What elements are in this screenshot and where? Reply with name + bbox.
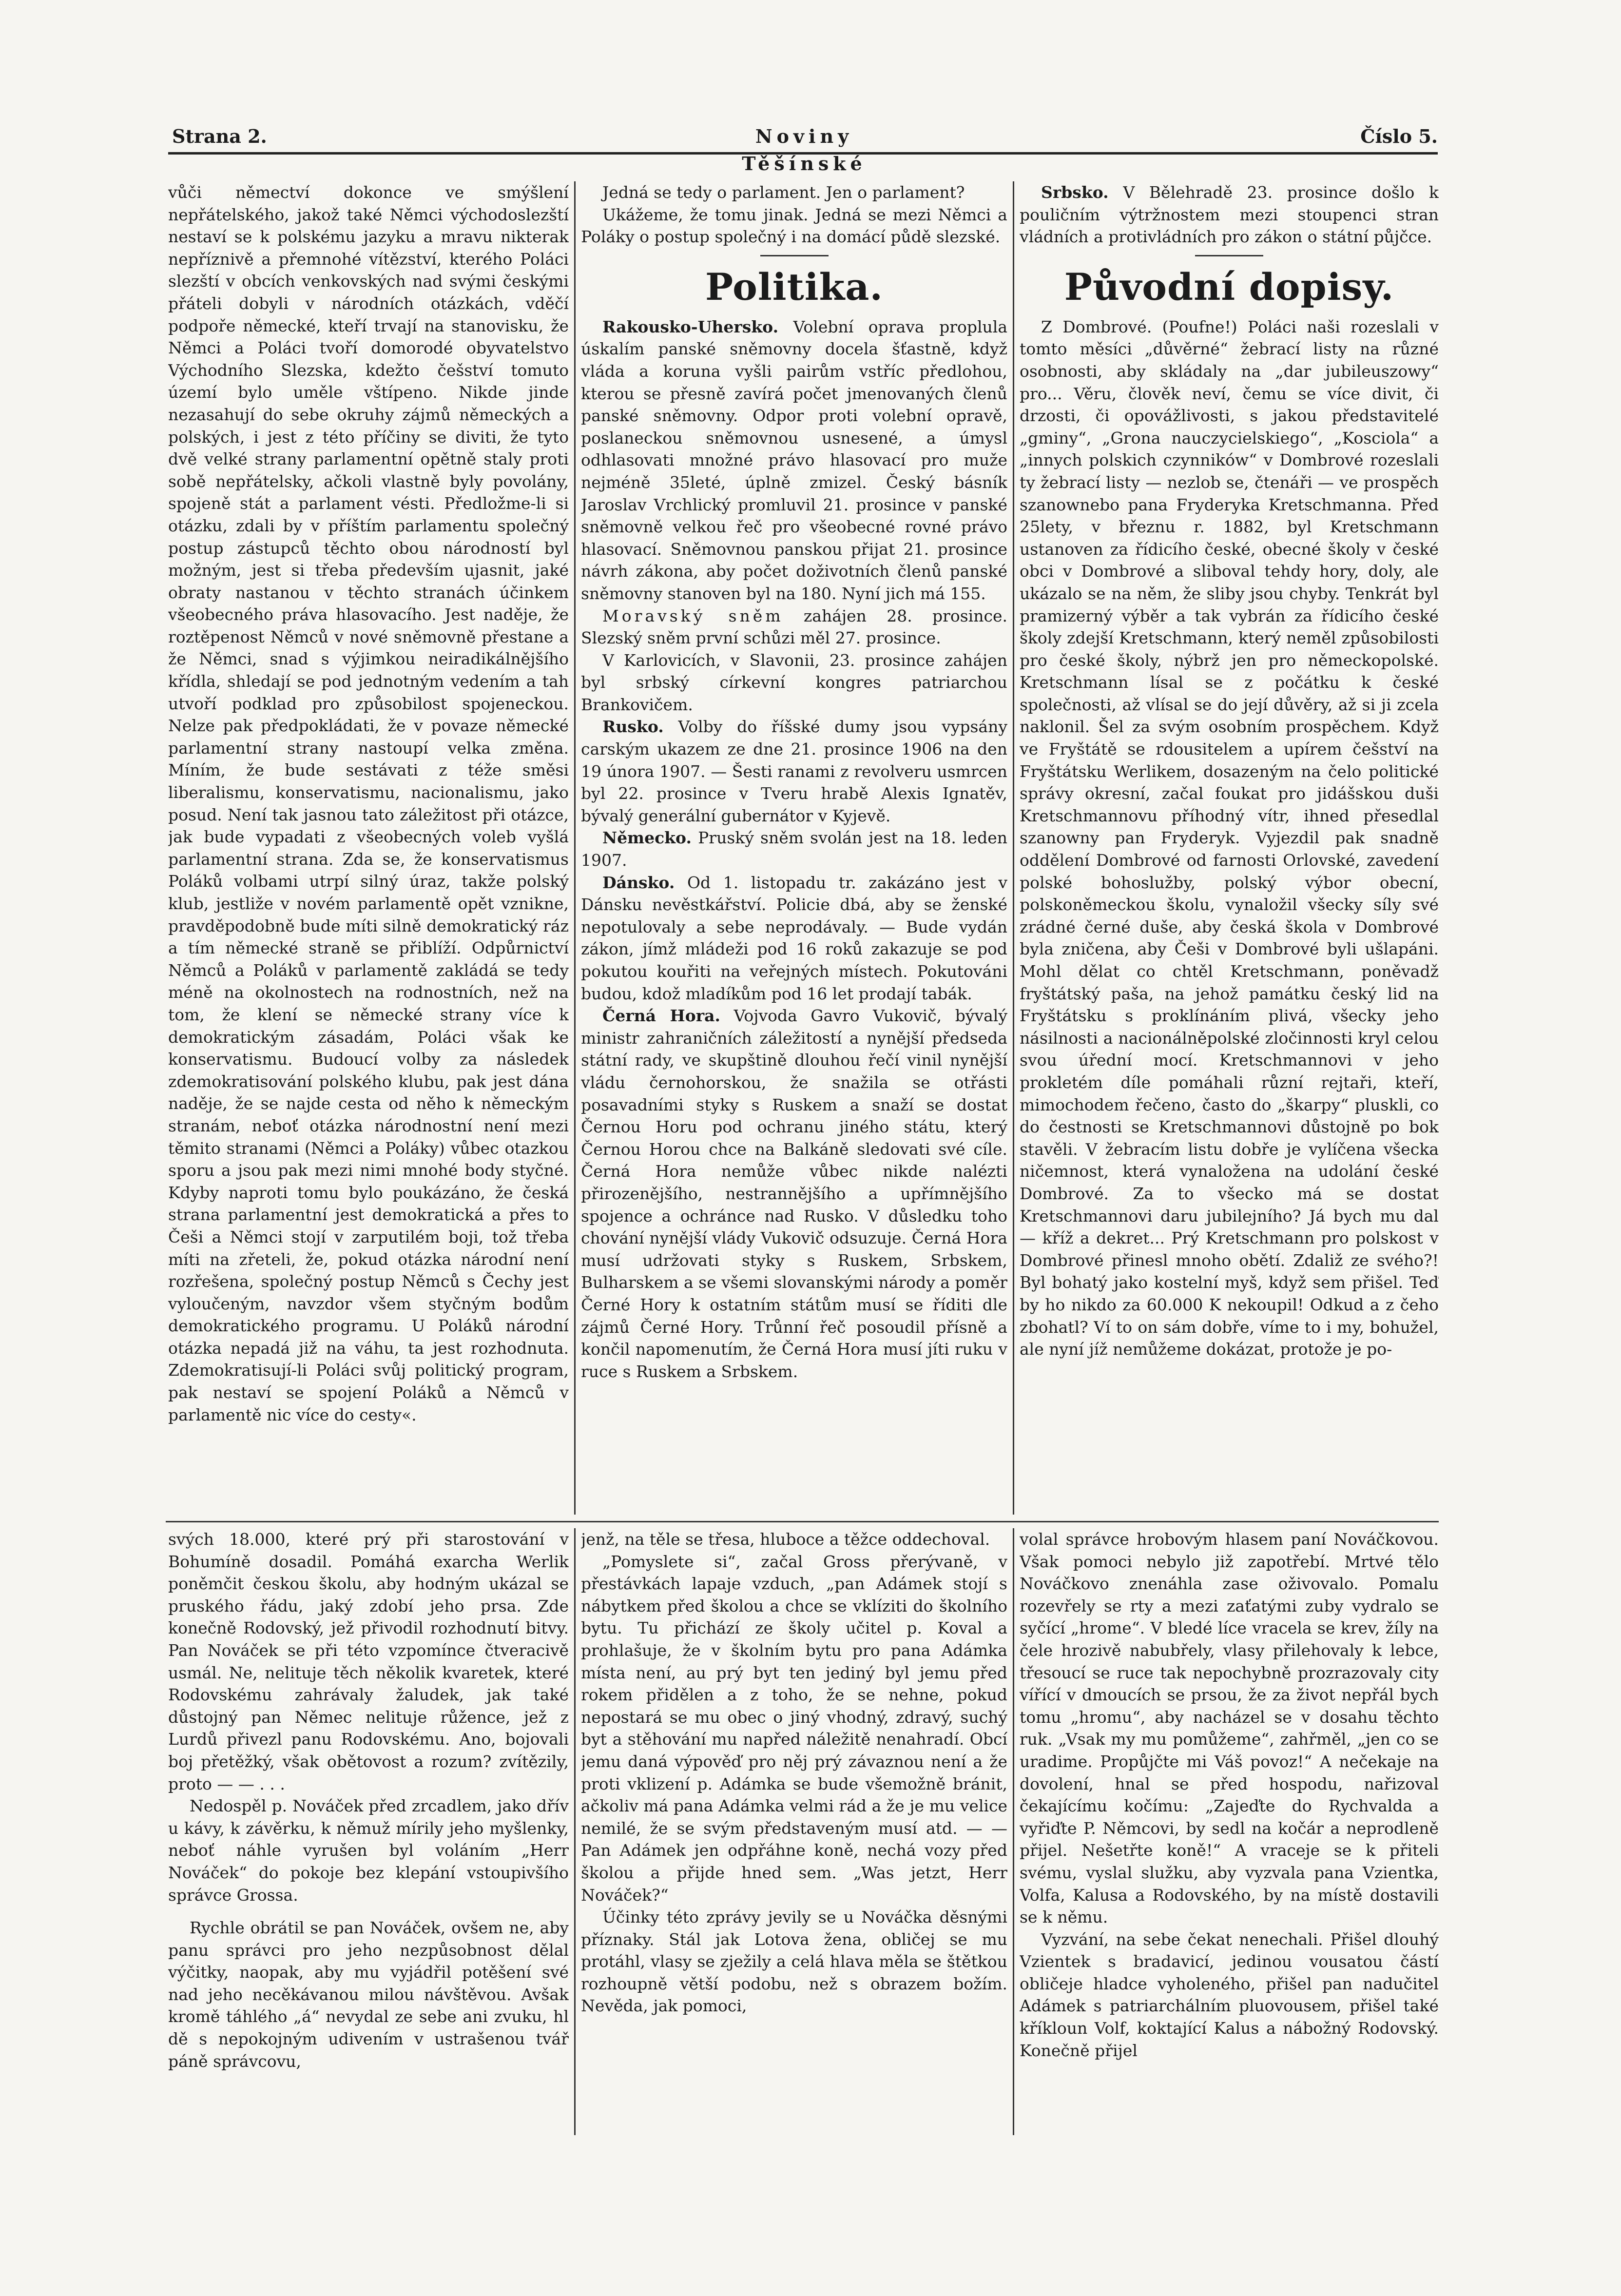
news-lead: Srbsko. — [1041, 183, 1109, 202]
column-rule — [1013, 181, 1014, 1515]
news-text: V Bělehradě 23. prosince došlo k pouličním výtržnostem mezi stoupenci stran vládních a protivládních pro zákon o státní půjčce. — [1020, 183, 1439, 247]
feuilleton-paragraph: „Pomyslete si“, začal Gross přerývaně, v přestávkách lapaje vzduch, „pan Adámek stojí s nábytkem před školou a chce se vklíziti do školního bytu. Tu přichází ze školy učitel p. Koval a prohlašuje, že v školním bytu pro pana Adámka místa není, au prý byt ten jediný byl jemu před rokem přidělen a z toho, že se nehne, pokud nepostará se mu obec o jiný vhodný, zdravý, suchý byt a stěhování mu napřed náležitě nenahradí. Obcí jemu daná výpověď pro něj prý závaznou není a že proti vklizení p. Adámka se bude všemožně bránit, ačkoliv má pana Adámka velmi rád a že je mu velice nemilé, že se svým představeným musí atd. — — Pan Adámek jen odpřáhne koně, nechá vozy před školou a přijde hned sem. „Was jetzt, Herr Nováček?“ — [581, 1552, 1007, 1905]
news-text: Volby do říšské dumy jsou vypsány carským ukazem ze dne 21. prosince 1906 na den 19 února 1907. — Šesti ranami z revolveru usmrcen byl 22. prosince v Tveru hrabě Alexis Ignatěv, bývalý generální gubernátor v Kyjevě. — [581, 717, 1007, 825]
news-text: Volební oprava proplula úskalím panské sněmovny docela šťastně, když vláda a koruna vyšli pairům vstříc předlohou, kterou se přesně zavírá počet jmenovaných členů panské sněmovny. Odpor proti volební opravě, poslaneckou sněmovnou usnesené, a úmysl odhlasovati množné právo hlasovací pro muže nejméně 35leté, úplně zmizel. Český básník Jaroslav Vrchlický promluvil 21. prosince v panské sněmovně velkou řeč pro všeobecné rovné právo hlasovací. Sněmovnou panskou přijat 21. prosince návrh zákona, aby počet doživotních členů panské sněmovny stanoven byl na 180. Nyní jich má 155. — [581, 317, 1007, 603]
news-lead: Dánsko. — [602, 873, 675, 892]
feuilleton-paragraph: Vyzvání, na sebe čekat nenechali. Přišel dlouhý Vzientek s bradavicí, jedinou vousatou částí obličeje hladce vyholeného, přišel pan nadučitel Adámek s patriarchálním pluovousem, přišel také kříklоun Volf, koktající Kalus a nábožný Rodovský. Konečně přijel — [1020, 1929, 1439, 2060]
news-item — [581, 316, 1007, 605]
feuilleton-paragraph: Účinky této zprávy jevily se u Nováčka děsnými příznaky. Stál jak Lotova žena, obličej se mu protáhl, vlasy se zježily a celá hlava měla se štětkou rozhoupně větší podobu, než s obrazem božím. Nevěda, jak pomoci, — [581, 1907, 1007, 2016]
article-paragraph: vůči němectví dokonce ve smýšlení nepřátelského, jakož také Němci východoslezští nestaví se k polskému jazyku a mravu nikterak nepříznivě a přemnohé vítězství, kterého Poláci slezští v obcích venkovských nad svými českými přáteli dobyli v národních otázkách, vděčí podpoře německé, kteří trvají na stanovisku, že Němci a Poláci tvoří domorodé obyvatelstvo Východního Slezska, kdežto češství tomuto území bylo uměle vštípeno. Nikde jinde nezasahují do sebe okruhy zájmů německých a polských, i jest z této příčiny se diviti, že tyto dvě velké strany parlamentní opětně staly proti sobě nepřátelsky, ačkoli vlastně byly povolány, spojeně stát a parlament vésti. Předložme-li si otázku, zdali by v příštím parlamentu společný postup zástupců těchto obou národností byl možným, jest si třeba především ujasnit, jaké obraty nastanou v těchto stranách účinkem všeobecného práva hlasovacího. Jest naděje, že roztěpenost Němců v nové sněmovně přestane a že Němci, snad s výjimkou neiradikálnějšího křídla, shledají se pod jednotným vedením a tah utvoří podklad pro způsobilost spojeneckou. Nelze pak předpokládati, že v povaze německé parlamentní strany nastoupí velka změna. Míním, že bude sestávati z téže směsi liberalismu, konservatismu, nacionalismu, jako posud. Není tak jasnou tato záležitost při otázce, jak bude vypadati z všeobecných voleb vyšlá parlamentní strana. Zda se, že konservatismus Poláků volbami utrpí silný úraz, takže polský klub, jestliže v novém parlamentě opět vznikne, pravděpodobně bude míti silně demokratický ráz a tím německé straně se přiblíží. Odpůrnictví Němců a Poláků v parlamentě zakládá se tedy méně na okolnostech na rodnostních, než na tom, že klení se německé strany více k demokratickým zásadám, Poláci však ke konservatismu. Budoucí volby za následek zdemokratisování polského klubu, pak jest dána naděje, že se najde cesta od něho k německým stranám, neboť otázka národnostní není mezi těmito stranami (Němci a Poláky) vůbec otazkou sporu a jsou pak mezi nimi mnohé body styčné. Kdyby naproti tomu bylo poukázáno, že česká strana parlamentní jest demokratická a přes to Češi a Němci stojí v zarputilém boji, tož třeba míti na zřeteli, že, pokud otázka národní není rozřešena, společný postup Němců s Čechy jest vyloučeným, navzdor všem styčným bodům demokratického programu. U Poláků národní otázka nepadá již na váhu, ta jest rozhodnuta. Zdemokratisují-li Poláci svůj politický program, pak nestaví se spojení Poláků a Němců v parlamentě nic více do cesty«. — [168, 183, 569, 1424]
news-item — [581, 649, 1007, 716]
feuilleton-paragraph: svých 18.000, které prý při starostování v Bohumíně dosadil. Pomáhá exarcha Werlik poněmčit českou školu, aby hodným ukázal se pruského řádu, jaký zdobí jeho prsa. Zde konečně Rodovský, jež přivodil rozhodnutí bitvy. Pan Nováček se při této vzpomínce čtveracivě usmál. Ne, nelituje těch několik kvaretek, které Rodovskému zahrávaly žaludek, jak také důstojný pan Němec nelituje růžence, jež z Lurdů přivezl panu Rodovskému. Ano, bojovali boj přetěžký, však obětovost a rozum? zvítězily, proto — — . . . — [168, 1530, 569, 1793]
column-rule — [574, 1528, 576, 2135]
section-heading-dopisy: Původní dopisy. — [1064, 265, 1394, 309]
feuilleton-paragraph: volal správce hrobovým hlasem paní Nováčkovou. Však pomoci nebylo již zapotřebí. Mrtvé tělo Nováčkovo znenáhla zase oživovalo. Pomalu rozevřely se rty a mezi zaťatými zuby vydralo se syčící „hrome“. V bledé líce vracela se krev, žíly na čele hrozivě nabubřely, vlasy přilehovaly k lebce, třesoucí se ruce tak nepochybně prozrazovaly city vířící v dmoucích se prsou, že za život nepřál bych tomu „hromu“, aby nacházel se v dosahu těchto ruk. „Vsak my mu pomůžeme“, zahřměl, „jen co se uradime. Propůjčte mi Váš povoz!“ A nečekaje na dovolení, hnal se před hospodu, nařizoval čekajícímu kočímu: „Zajeďte do Rychvalda a vyřiďte P. Němcovi, by sedl na kočár a neprodleně přijel. Nešetřte koně!“ A vraceje se k přiteli svému, vyslal služku, aby vyzvala pana Vzientka, Volfa, Kalusa a Rodovského, by na místě dostavili se k němu. — [1020, 1530, 1439, 1927]
news-lead: Černá Hora. — [602, 1006, 721, 1026]
feuilleton-column-3 — [1020, 1528, 1439, 2133]
news-lead: Moravský sněm — [602, 606, 784, 625]
news-text: Pruský sněm svolán jest na 18. leden 1907. — [581, 828, 1007, 870]
news-text: zahájen 28. prosince. Slezský sněm první schůzi měl 27. prosince. — [581, 606, 1007, 648]
feuilleton-column-1 — [168, 1528, 569, 2133]
news-item — [581, 716, 1007, 827]
section-heading-politika: Politika. — [705, 265, 883, 309]
article-paragraph: Z Dombrové. (Poufne!) Poláci naši rozeslali v tomto měsíci „důvěrné“ žebrací listy na různé osobnosti, aby skládaly na „dar jubileuszowy“ pro... Věru, člověk neví, čemu se více divit, či drzosti, či opovážlivosti, s jakou představitelé „gminy“, „Grona nauczycielskiego“, „Kosciola“ a „innych polskich czynników“ v Dombrové rozeslali ty žebrací listy — nezlob se, čtenáři — ve prospěch szanownebo pana Fryderyka Kretschmanna. Před 25lety, v březnu r. 1882, byl Kretschmann ustanoven za řídicího české, obecné školy v české obci v Dombrové a sliboval tehdy hory, doly, ale ukázalo se na něm, že sliby jsou chyby. Tenkrát byl pramizerný výběr a tak vybrán za řídicího české školy zdejší Kretschmann, který neměl způsobilosti pro české školy, nýbrž jen pro německopolské. Kretschmann lísal se z počátku k české společnosti, až vlísal se do její důvěry, až si ji zcela naklonil. Šel za svým osobním prospěchem. Když ve Fryštátě se rdousitelem a upírem češství na Fryštátsku Werlikem, dosazeným na čelo politické správy okresní, začal foukat pro jidášskou duši Kretschmannovu příhodný vítr, ihned přesedlal szanowny pan Fryderyk. Vyjezdil pak snadně oddělení Dombrové od farnosti Orlovské, zavedení polské bohoslužby, polský výbor obecní, polskoněmeckou školu, vynaložil všecky síly své zrádné černé duše, aby česká škola v Dombrové byla zničena, aby Češi v Dombrové byli ušlapáni. Mohl dělat co chtěl Kretschmann, poněvadž fryštátský paša, na jehož památku český lid na Fryštátsku s proklínáním plivá, všecky jeho násilnosti a nacionálněpolské zločinnosti kryl celou svou úřední mocí. Kretschmannovi v jeho prokletém díle pomáhali různí rejtaři, kteří, mimochodem řečeno, často do „škarpy“ pluskli, co do čestnosti se Kretschmannovi důstojně po bok stavěli. V žebracím listu dobře je vylíčena všecka ničemnost, která vynaložena na udolání české Dombrové. Za to všecko má se dostat Kretschmannovi daru jubilejního? Já bych mu dal — kříž a dekret... Prý Kretschmann pro polskost v Dombrové přinesl mnoho obětí. Zdaliž ze svého?! Byl bohatý jako kostelní myš, když sem přišel. Teď by ho nikdo za 60.000 K nekoupil! Odkud a z čeho zbohatl? Ví to on sám dobře, víme to i my, bohužel, ale nyní jíž nemůžeme dokázat, protože je po- — [1020, 317, 1439, 1359]
news-item — [581, 872, 1007, 1005]
issue-number: Číslo 5. — [1360, 125, 1438, 147]
feuilleton-paragraph: Rychle obrátil se pan Nováček, ovšem ne, aby panu správci pro jeho nezpůsobnost dělal výčitky, naopak, aby mu vyjádřil potěšení své nad jeho necěkávanou milou návštěvou. Avšak kromě táhlého „á“ nevydal ze sebe ani zvuku, hl dě s nepokojným udivením v ustrašenou tvář páně správcovu, — [168, 1918, 569, 2071]
article-column-3 — [1020, 181, 1439, 1512]
news-text: Od 1. listopadu tr. zakázáno jest v Dánsku nevěstkářství. Policie dbá, aby se ženské nepotulovaly a sebe neprodávaly. — Bude vydán zákon, jímž mládeži pod 16 roků zakazuje se pod pokutou kouřiti na veřejných místech. Pokutováni budou, kdož mladíkům pod 16 let prodají tabák. — [581, 873, 1007, 1003]
short-divider — [760, 255, 829, 256]
article-column-2 — [581, 181, 1007, 1512]
feuilleton-paragraph: Nedospěl p. Nováček před zrcadlem, jako dřív u kávy, k závěrku, k němuž mírily jeho myšlenky, neboť náhle vyrušen byl voláním „Herr Nováček“ do pokoje bez klepání vstoupivšího správce Grossa. — [168, 1796, 569, 1905]
page-header — [168, 123, 1438, 175]
news-item — [1020, 181, 1439, 248]
news-lead: Rakousko-Uhersko. — [602, 317, 779, 336]
article-paragraph: Jedná se tedy o parlament. Jen o parlament? — [602, 183, 965, 202]
news-item — [581, 1005, 1007, 1382]
page-number: Strana 2. — [172, 125, 267, 147]
short-divider — [1195, 255, 1263, 256]
news-text: Vojvoda Gavro Vukovič, bývalý ministr zahraničních záležitostí a nynější předseda státní rady, ve skupštině dlouhou řečí vinil nynější vládu černohorskou, že snažila se otřásti posavadními styky s Ruskem a snaží se dostat Černou Horu pod ochranu jiného státu, který Černou Horou chce na Balkáně sledovati své cíle. Černá Hora nemůže vůbec nikde nalézti přirozenějšího, nestrannějšího a upřímnějšího spojence a ochránce nad Rusko. V důsledku toho chování nynější vlády Vukovič odsuzuje. Černá Hora musí udržovati styky s Ruskem, Srbskem, Bulharskem a se všemi slovanskými národy a poměr Černé Hory k ostatním státům musí se říditi dle zájmů Černé Hory. Trůnní řeč posoudil přísně a končil napomenutím, že Černá Hora musí jíti ruku v ruce s Ruskem a Srbskem. — [581, 1006, 1007, 1381]
news-text: V Karlovicích, v Slavonii, 23. prosince zahájen byl srbský církevní kongres patriarchou Brankovičem. — [581, 650, 1007, 714]
article-paragraph: Ukážeme, že tomu jinak. Jedná se mezi Němci a Poláky o postup společný i na domácí půdě slezské. — [581, 205, 1007, 247]
column-rule — [1013, 1528, 1014, 2135]
news-lead: Rusko. — [602, 717, 664, 737]
news-item — [581, 605, 1007, 649]
feuilleton-column-2 — [581, 1528, 1007, 2133]
section-rule — [166, 1521, 1439, 1522]
column-rule — [574, 181, 576, 1515]
newspaper-title: Noviny Těšínské — [742, 125, 867, 175]
news-lead: Německo. — [602, 828, 692, 848]
article-column-1 — [168, 181, 569, 1512]
news-item — [581, 827, 1007, 871]
feuilleton-paragraph: jenž, na těle se třesa, hlubоce a těžce oddechoval. — [581, 1530, 990, 1549]
